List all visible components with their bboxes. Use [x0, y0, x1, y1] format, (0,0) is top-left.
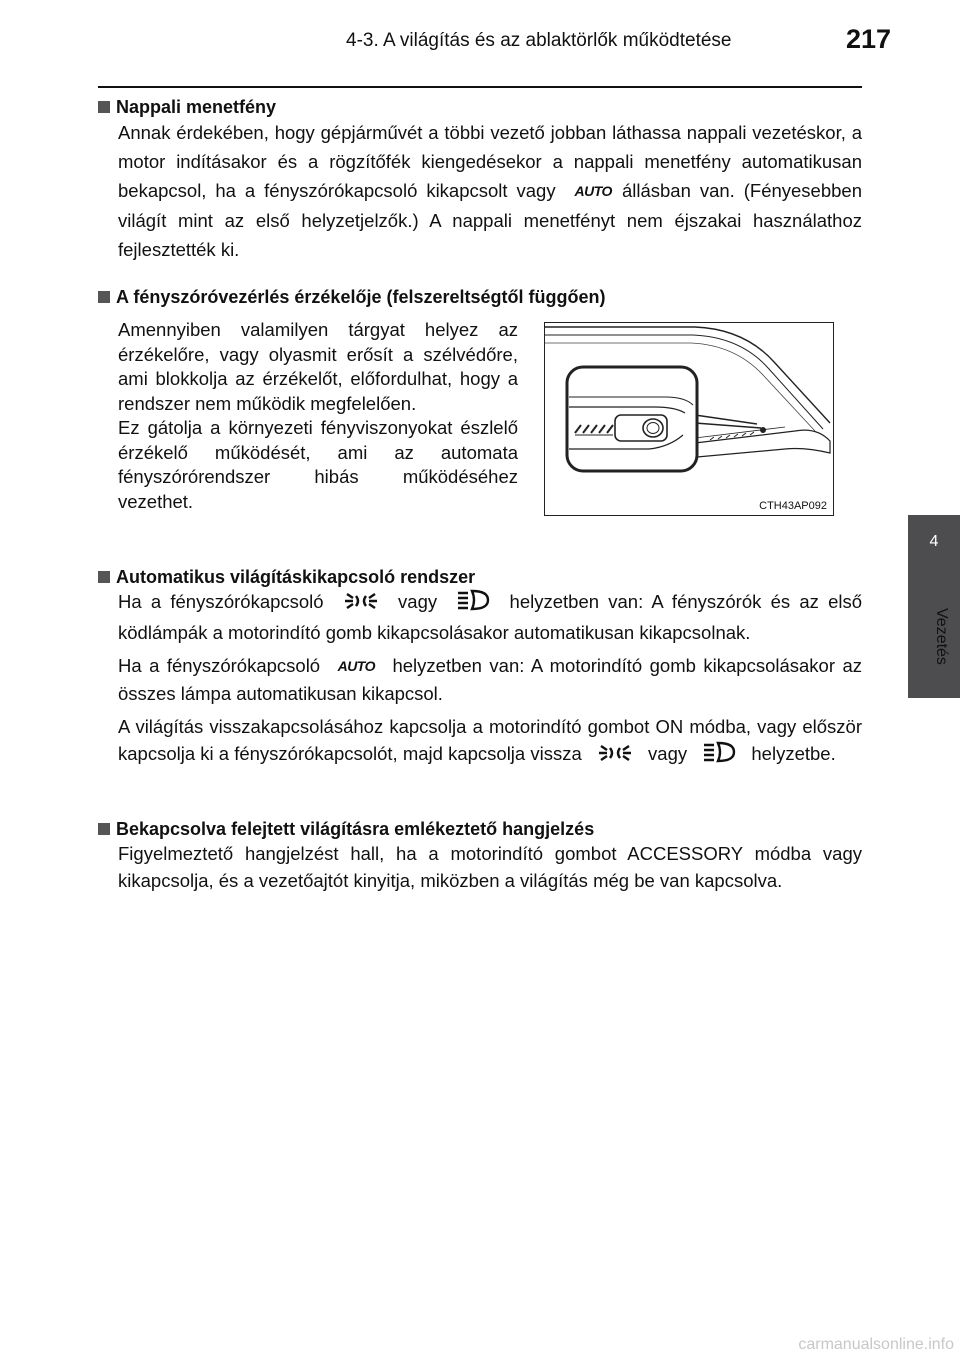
section-heading — [98, 566, 862, 588]
chapter-number: 4 — [929, 533, 939, 550]
paragraph-text: állásban van. (Fényesebben világít mint az első helyzetjelzők.) A nappali menetfényt nem éjszakai használathoz fejlesztették ki. — [118, 180, 862, 260]
paragraph — [118, 713, 862, 771]
paragraph — [118, 118, 862, 264]
chapter-tab[interactable] — [908, 515, 960, 698]
paragraph-text: Figyelmeztető hangjelzést hall, ha a motorindító gombot ACCESSORY módba vagy kikapcsolja, és a vezetőajtót kinyitja, miközben a világítás még be van kapcsolva. — [118, 843, 862, 891]
paragraph-text: helyzetbe. — [751, 743, 836, 764]
paragraph — [118, 840, 862, 894]
auto-symbol: AUTO — [574, 183, 612, 199]
paragraph — [118, 318, 518, 514]
header-divider — [98, 86, 862, 88]
tail-light-icon — [343, 590, 379, 619]
section-auto-light-off — [98, 566, 862, 771]
section-title: 4-3. A világítás és az ablaktörlők működtetése — [346, 30, 732, 51]
watermark: carmanualsonline.info — [798, 1336, 954, 1353]
bullet-square-icon — [98, 101, 110, 113]
bullet-square-icon — [98, 571, 110, 583]
paragraph-text: Ez gátolja a környezeti fényviszonyokat észlelő érzékelő működését, ami az automata fényszórórendszer hibás működéséhez vezethet. — [118, 417, 518, 512]
paragraph-text: A világítás visszakapcsolásához kapcsolja a motorindító gombot ON módba, vagy először kapcsolja ki a fényszórókapcsolót, majd kapcsolja vissza — [118, 716, 862, 764]
figure-label: CTH43AP092 — [759, 500, 827, 512]
heading-text: A fényszóróvezérlés érzékelője (felszereltségtől függően) — [116, 287, 606, 307]
paragraph-text: helyzetben van: A fényszórók és az első ködlámpák a motorindító gomb kikapcsolásakor automatikusan kikapcsolnak. — [118, 591, 863, 643]
section-heading — [98, 96, 862, 118]
paragraph-text: Annak érdekében, hogy gépjárművét a többi vezető jobban láthassa nappali vezetéskor, a motor indításakor és a rögzítőfék kiengedésekor a nappali menetfény automatikusan bekapcsol, ha a fényszórókapcsoló kikapcsolt vagy — [118, 122, 862, 201]
sensor-figure — [544, 322, 834, 516]
section-light-reminder-buzzer — [98, 818, 862, 894]
headlight-icon — [456, 588, 490, 619]
bullet-square-icon — [98, 823, 110, 835]
section-daytime-running-lights — [98, 96, 862, 264]
bullet-square-icon — [98, 291, 110, 303]
heading-text: Nappali menetfény — [116, 97, 277, 117]
chapter-label: Vezetés — [933, 608, 950, 665]
page-number: 217 — [846, 24, 892, 54]
paragraph-text: helyzetben van: A motorindító gomb kikapcsolásakor az összes lámpa automatikusan kikapcsol. — [118, 655, 862, 704]
auto-symbol: AUTO — [337, 658, 375, 674]
paragraph-text: Ha a fényszórókapcsoló — [118, 591, 324, 612]
paragraph-text: vagy — [648, 743, 688, 764]
tail-light-icon — [597, 742, 633, 771]
paragraph-text: vagy — [398, 591, 438, 612]
section-heading — [98, 286, 862, 308]
headlight-icon — [702, 740, 736, 771]
heading-text: Automatikus világításkikapcsoló rendszer — [116, 567, 476, 587]
windshield-sensor-illustration — [545, 323, 834, 516]
paragraph-text: Ha a fényszórókapcsoló — [118, 655, 321, 676]
heading-text: Bekapcsolva felejtett világításra emlékeztető hangjelzés — [116, 819, 595, 839]
paragraph-text: Amennyiben valamilyen tárgyat helyez az érzékelőre, vagy olyasmit erősít a szélvédőre, ami blokkolja az érzékelőt, előfordulhat, hogy a rendszer nem működik megfelelően. — [118, 319, 518, 414]
paragraph — [118, 588, 862, 646]
section-heading — [98, 818, 862, 840]
paragraph — [118, 652, 862, 707]
